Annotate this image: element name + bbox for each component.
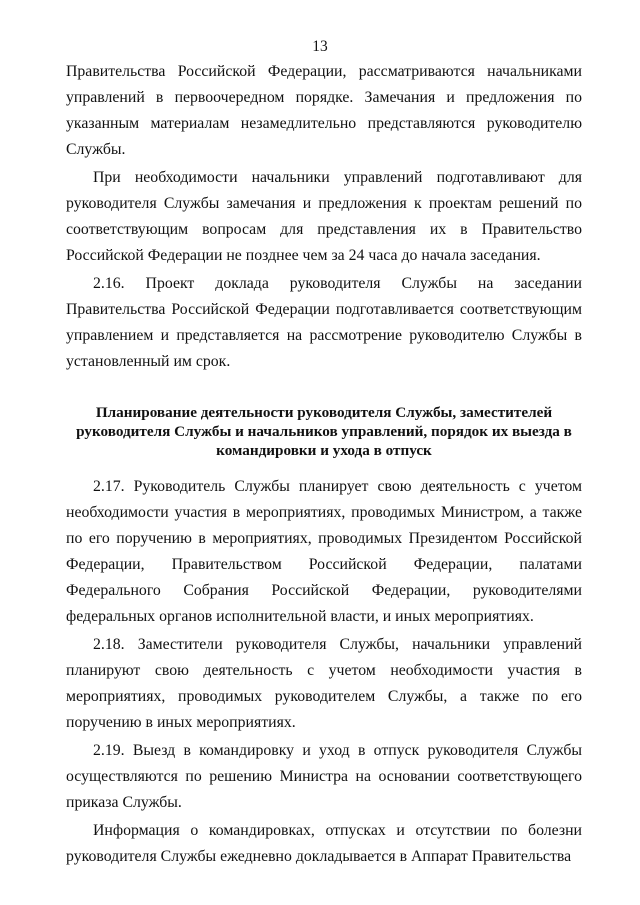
paragraph-2-18: 2.18. Заместители руководителя Службы, начальники управлений планируют свою деятельность с учетом необходимости участия в мероприятиях, проводимых руководителем Службы, а также по его поручению в иных мероприятиях.: [66, 636, 582, 731]
document-body: [66, 59, 582, 870]
section-heading: Планирование деятельности руководителя Службы, заместителей руководителя Службы и начальников управлений, порядок их выезда в командировки и ухода в отпуск: [76, 404, 572, 459]
paragraph-remarks: При необходимости начальники управлений подготавливают для руководителя Службы замечания и предложения к проектам решений по соответствующим вопросам для представления их в Правительство Российской Федерации не позднее чем за 24 часа до начала заседания.: [66, 169, 582, 264]
paragraph-2-19: 2.19. Выезд в командировку и уход в отпуск руководителя Службы осуществляются по решению Министра на основании соответствующего приказа Службы.: [66, 742, 582, 811]
page-number: 13: [312, 38, 328, 55]
paragraph-information: Информация о командировках, отпусках и отсутствии по болезни руководителя Службы ежедневно докладывается в Аппарат Правительства: [66, 822, 582, 865]
paragraph-2-17: 2.17. Руководитель Службы планирует свою деятельность с учетом необходимости участия в мероприятиях, проводимых Министром, а также по его поручению в мероприятиях, проводимых Президентом Российской Федерации, Правительством Российской Федерации, палатами Федерального Собрания Российской Федерации, руководителями федеральных органов исполнительной власти, и иных мероприятиях.: [66, 478, 582, 625]
paragraph-2-16: 2.16. Проект доклада руководителя Службы на заседании Правительства Российской Федерации подготавливается соответствующим управлением и представляется на рассмотрение руководителю Службы в установленный им срок.: [66, 275, 582, 370]
paragraph-continuation: Правительства Российской Федерации, рассматриваются начальниками управлений в первоочередном порядке. Замечания и предложения по указанным материалам незамедлительно представляются руководителю Службы.: [66, 63, 582, 158]
